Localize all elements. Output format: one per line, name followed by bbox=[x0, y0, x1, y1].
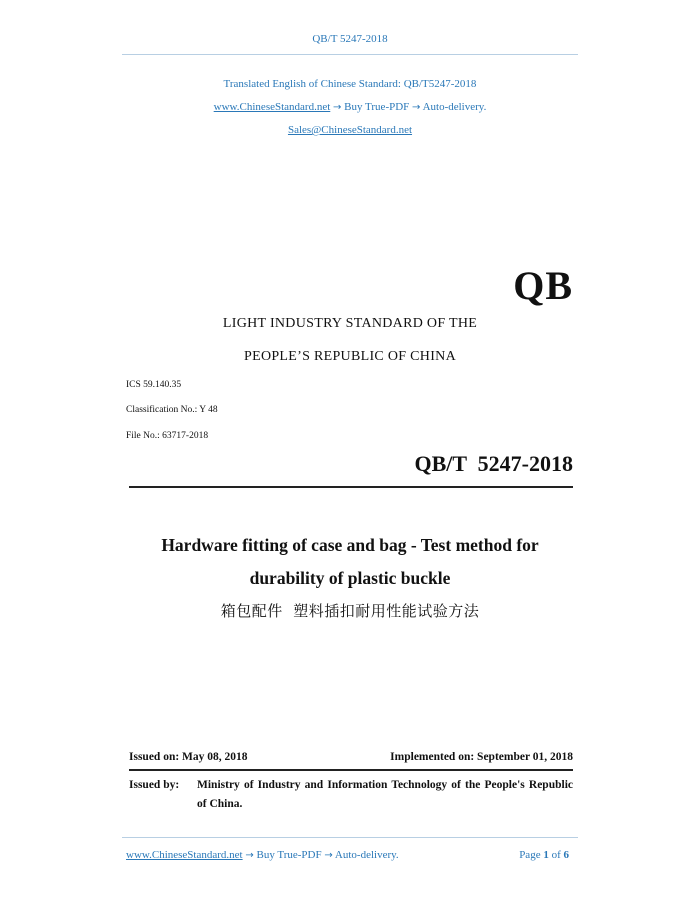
arrow-right-icon: → bbox=[412, 102, 421, 113]
footer-delivery-text: Auto-delivery. bbox=[334, 849, 399, 861]
buy-pdf-text: Buy True-PDF bbox=[344, 101, 410, 113]
ics-number: ICS 59.140.35 bbox=[126, 380, 182, 390]
footer-site-link[interactable]: www.ChineseStandard.net bbox=[126, 849, 243, 861]
delivery-text: Auto-delivery. bbox=[422, 101, 487, 113]
arrow-right-icon: → bbox=[333, 102, 342, 113]
footer-promo bbox=[126, 849, 399, 861]
code-divider bbox=[129, 486, 573, 488]
file-number: File No.: 63717-2018 bbox=[126, 431, 209, 441]
page-label: Page bbox=[519, 849, 541, 861]
translation-notice: Translated English of Chinese Standard: QB/T5247-2018 bbox=[223, 78, 477, 90]
org-line-2: PEOPLE’S REPUBLIC OF CHINA bbox=[244, 349, 456, 364]
promo-line bbox=[0, 101, 700, 113]
qb-logo: QB bbox=[513, 263, 573, 308]
footer-buy-text: Buy True-PDF bbox=[256, 849, 322, 861]
page-total: 6 bbox=[563, 849, 569, 861]
page-indicator bbox=[519, 849, 569, 861]
dates-divider bbox=[129, 769, 573, 771]
site-link[interactable]: www.ChineseStandard.net bbox=[213, 101, 331, 113]
chinese-title: 箱包配件 塑料插扣耐用性能试验方法 bbox=[220, 602, 480, 620]
title-line-2: durability of plastic buckle bbox=[249, 568, 451, 588]
issuer-label: Issued by: bbox=[129, 779, 180, 791]
issued-date: Issued on: May 08, 2018 bbox=[129, 751, 248, 763]
implemented-date: Implemented on: September 01, 2018 bbox=[390, 751, 573, 763]
email-link[interactable]: Sales@ChineseStandard.net bbox=[287, 124, 413, 136]
of-label: of bbox=[551, 849, 561, 861]
org-line-1: LIGHT INDUSTRY STANDARD OF THE bbox=[222, 316, 478, 331]
arrow-right-icon: → bbox=[324, 850, 333, 861]
issuer-name: Ministry of Industry and Information Technology of the People's Republic of China. bbox=[197, 779, 573, 810]
page-number: 1 bbox=[543, 849, 549, 861]
running-header: QB/T 5247-2018 bbox=[312, 33, 388, 45]
standard-code: QB/T 5247-2018 bbox=[414, 451, 573, 476]
classification-number: Classification No.: Y 48 bbox=[126, 405, 218, 415]
header-divider bbox=[122, 54, 578, 55]
arrow-right-icon: → bbox=[245, 850, 254, 861]
email-line bbox=[0, 124, 700, 136]
title-line-1: Hardware fitting of case and bag - Test method for bbox=[161, 535, 539, 555]
footer-divider bbox=[122, 837, 578, 838]
